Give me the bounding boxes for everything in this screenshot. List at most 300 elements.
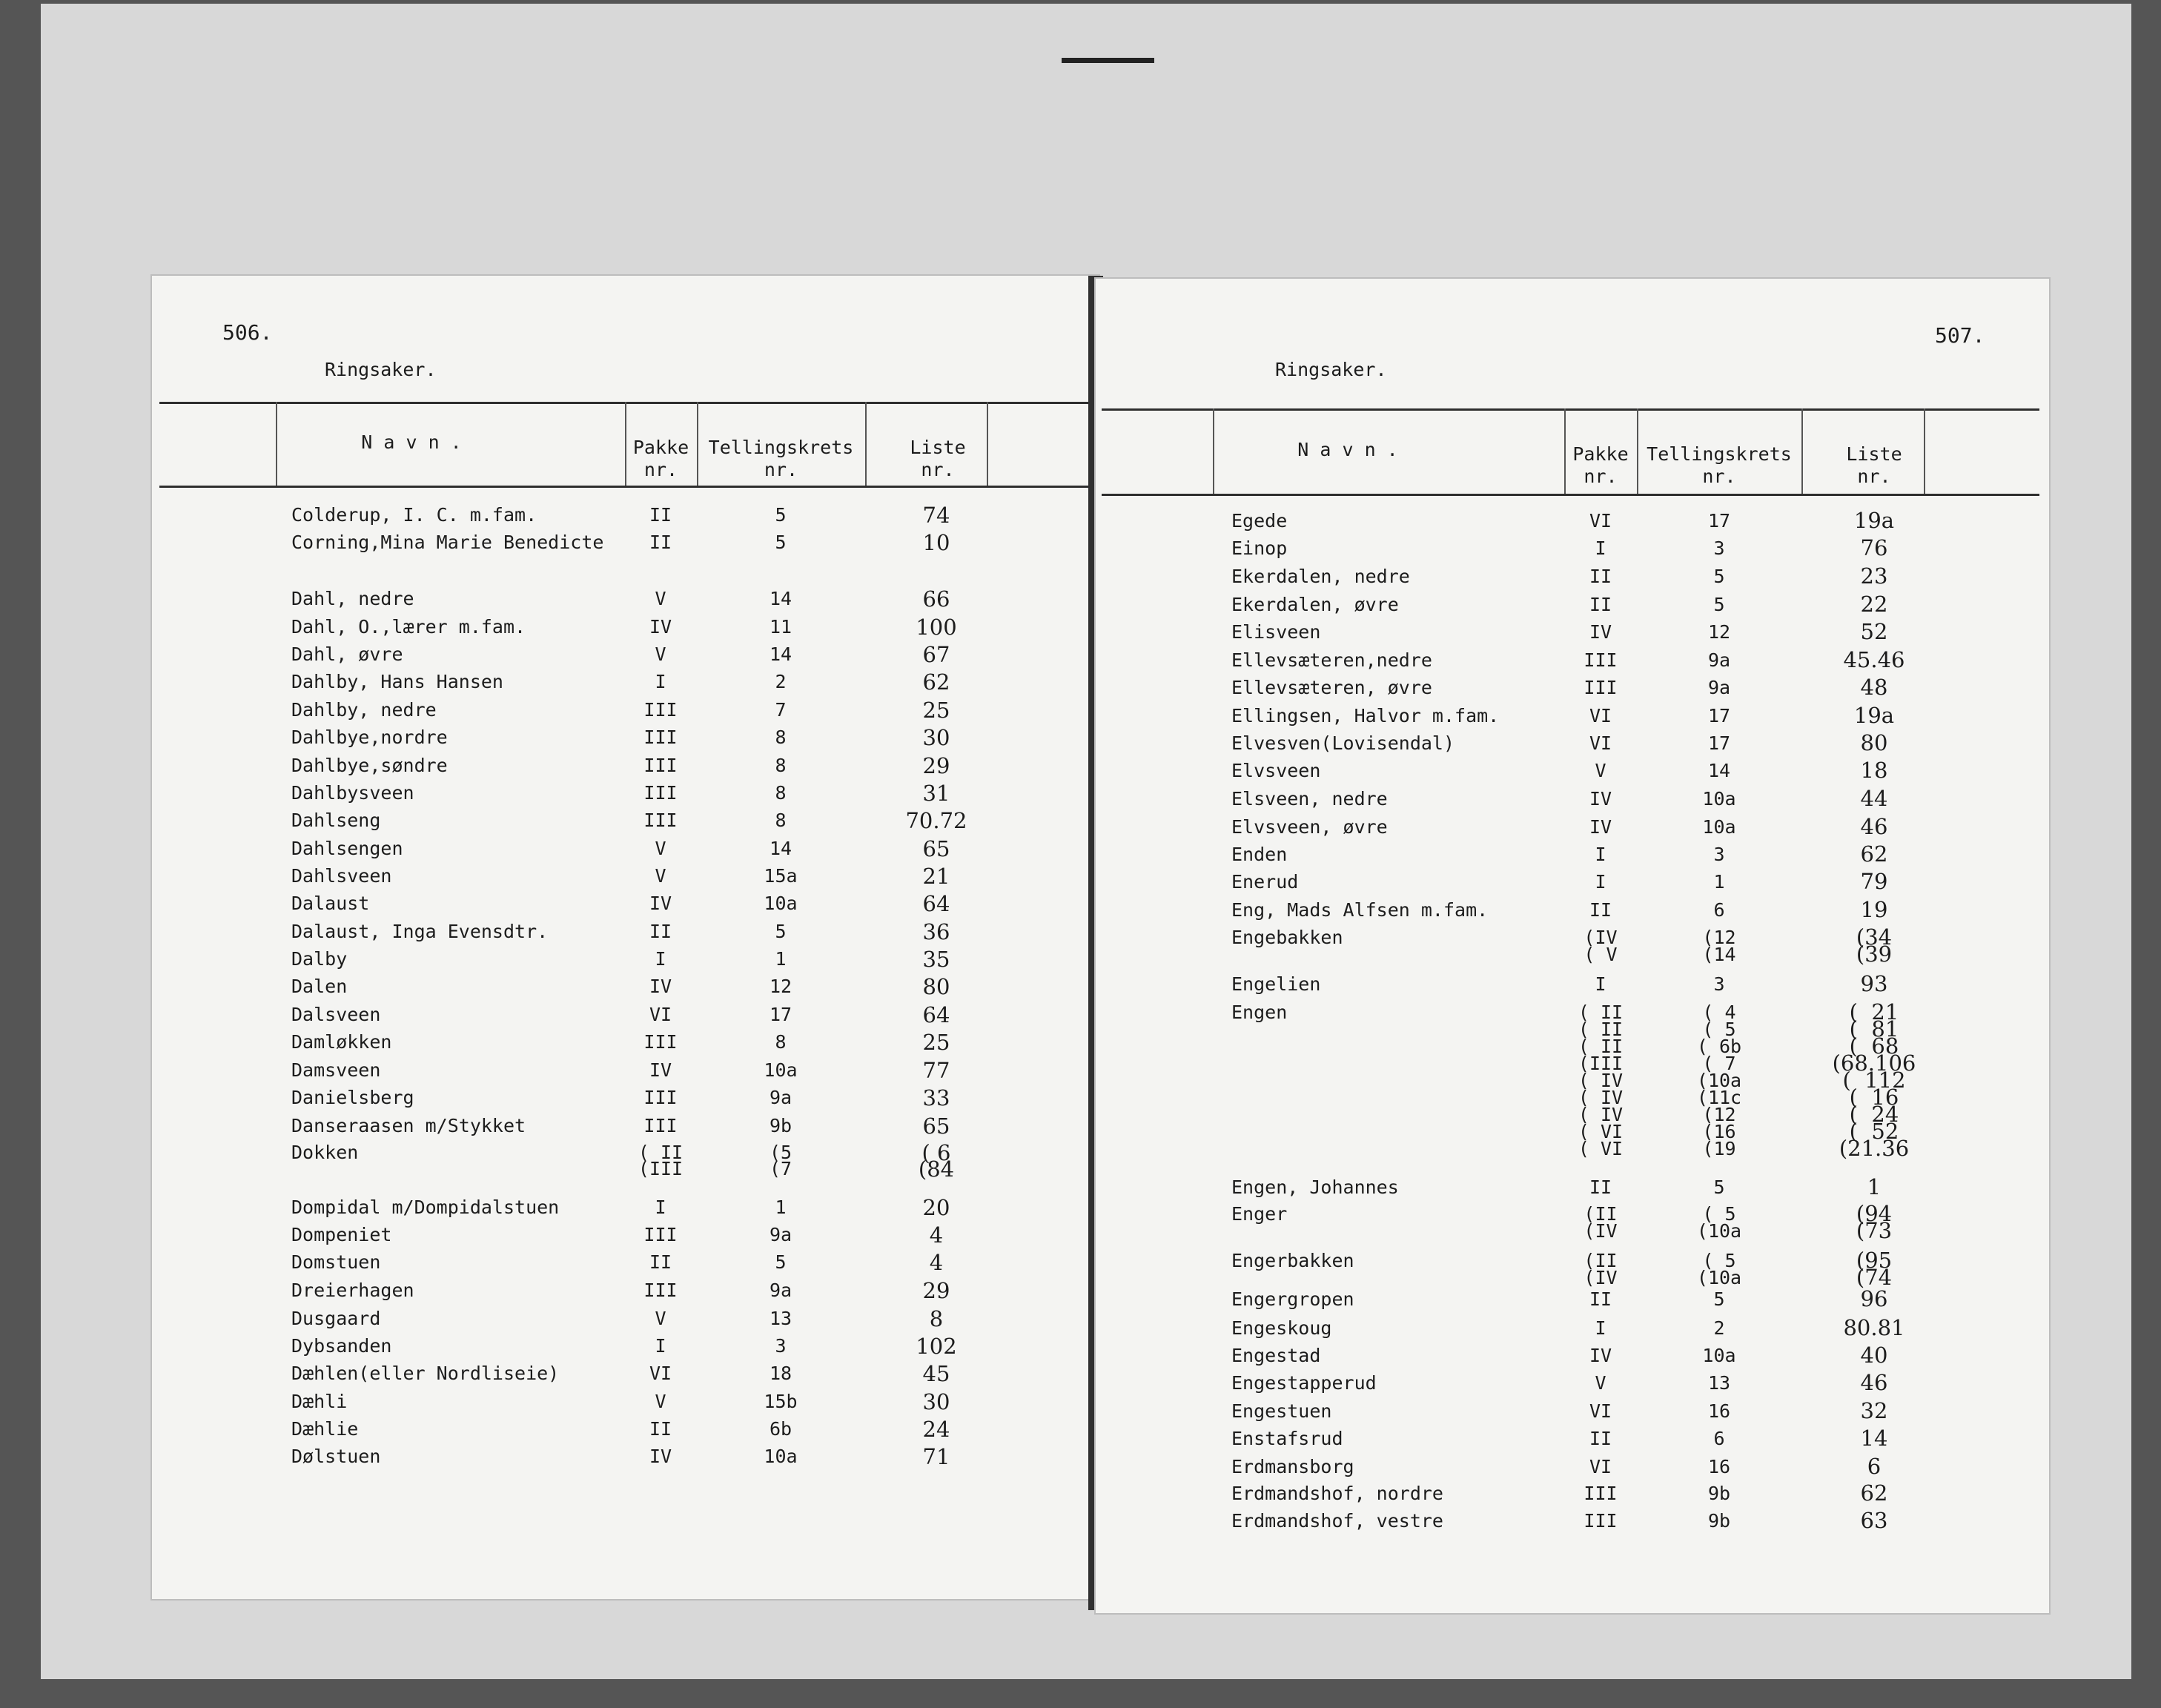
cell-liste: 29 [922, 753, 950, 778]
cell-liste: 29 [922, 1278, 950, 1303]
table-row [1096, 999, 2049, 1161]
cell-liste: 46 [1860, 814, 1888, 839]
cell-liste: 10 [922, 530, 950, 555]
cell-liste: 79 [1860, 869, 1888, 894]
cell-liste: (94 (73 [1856, 1201, 1893, 1243]
cell-name: Dalen [291, 976, 348, 997]
table-row [152, 1058, 1099, 1088]
cell-telling: 17 [1707, 510, 1731, 532]
cell-telling: 8 [775, 755, 787, 776]
cell-pakke: III [643, 1031, 678, 1053]
table-row [152, 947, 1099, 976]
cell-name: Dahl, O.,lærer m.fam. [291, 616, 526, 638]
cell-name: Dahlby, Hans Hansen [291, 671, 503, 692]
cell-telling: 14 [769, 643, 792, 665]
cell-name: Engebakken [1231, 927, 1343, 948]
table-row [1096, 647, 2049, 677]
cell-pakke: I [1595, 844, 1606, 865]
cell-telling: 11 [769, 616, 792, 638]
cell-pakke: I [1595, 973, 1606, 995]
cell-liste: 62 [1860, 841, 1888, 867]
cell-pakke: IV [1589, 621, 1612, 643]
cell-name: Dahlsveen [291, 865, 392, 887]
cell-name: Dæhli [291, 1391, 348, 1412]
table-row [152, 1085, 1099, 1115]
table-row [152, 669, 1099, 699]
cell-telling: 9b [1707, 1510, 1731, 1532]
table-row [152, 919, 1099, 949]
cell-pakke: II [1589, 1176, 1612, 1198]
cell-telling: 1 [775, 1196, 787, 1218]
cell-telling: 10a [1702, 1345, 1736, 1366]
table-row [152, 781, 1099, 810]
table-row [152, 1334, 1099, 1363]
cell-liste: 23 [1860, 563, 1888, 589]
cell-telling: 3 [1713, 844, 1725, 865]
cell-telling: 3 [1713, 537, 1725, 559]
cell-pakke: IV [1589, 816, 1612, 838]
table-row [1096, 1480, 2049, 1510]
cell-liste: 96 [1860, 1286, 1888, 1311]
cell-name: Elsveen, nedre [1231, 788, 1388, 810]
cell-telling: 10a [764, 893, 798, 914]
table-row [1096, 1201, 2049, 1243]
cell-telling: 17 [769, 1004, 792, 1025]
table-row [1096, 1315, 2049, 1345]
cell-pakke: VI [1589, 1456, 1612, 1477]
cell-liste: 25 [922, 1030, 950, 1055]
cell-name: Domstuen [291, 1251, 381, 1273]
place-title: Ringsaker. [1275, 359, 1387, 380]
header-telling-line1: Tellingskrets [708, 437, 854, 458]
cell-name: Dreierhagen [291, 1280, 414, 1301]
cell-pakke: III [643, 1224, 678, 1245]
cell-name: Elvesven(Lovisendal) [1231, 732, 1455, 754]
table-row [152, 1250, 1099, 1280]
cell-pakke: VI [649, 1363, 672, 1384]
cell-liste: 52 [1860, 619, 1888, 644]
cell-name: Danielsberg [291, 1087, 414, 1108]
top-rule-mark [1062, 58, 1154, 63]
cell-liste: ( 6 (84 [918, 1140, 955, 1182]
cell-liste: 62 [922, 669, 950, 695]
cell-name: Elisveen [1231, 621, 1321, 643]
cell-liste: 62 [1860, 1480, 1888, 1506]
cell-name: Dompidal m/Dompidalstuen [291, 1196, 560, 1218]
table-row [152, 1030, 1099, 1059]
cell-pakke: VI [1589, 510, 1612, 532]
cell-telling: 15b [764, 1391, 798, 1412]
cell-name: Ekerdalen, øvre [1231, 594, 1399, 615]
header-top-rule [159, 402, 1093, 404]
cell-telling: 6b [769, 1418, 792, 1440]
cell-liste: 4 [929, 1222, 944, 1248]
cell-name: Engestad [1231, 1345, 1321, 1366]
cell-pakke: I [655, 671, 666, 692]
table-row [1096, 1508, 2049, 1537]
cell-telling: 10a [764, 1059, 798, 1081]
cell-name: Engerbakken [1231, 1250, 1354, 1271]
table-row [1096, 563, 2049, 593]
cell-pakke: (IV ( V [1583, 927, 1618, 965]
cell-liste: 102 [916, 1334, 957, 1359]
cell-liste: 19 [1860, 897, 1888, 922]
header-pakke [625, 437, 697, 481]
header-bottom-rule [1102, 494, 2039, 496]
cell-name: Engestapperud [1231, 1372, 1377, 1394]
table-row [152, 1361, 1099, 1391]
cell-pakke: II [1589, 1288, 1612, 1310]
table-row [1096, 1370, 2049, 1400]
table-row [152, 503, 1099, 532]
cell-liste: 30 [922, 1389, 950, 1414]
cell-name: Dusgaard [291, 1308, 381, 1329]
cell-telling: 7 [775, 699, 787, 721]
header-liste-line2: nr. [1857, 466, 1891, 487]
table-row [1096, 592, 2049, 621]
cell-pakke: III [643, 1280, 678, 1301]
cell-liste: 74 [922, 503, 950, 528]
table-row [152, 1002, 1099, 1032]
cell-name: Ekerdalen, nedre [1231, 566, 1410, 587]
table-row [152, 615, 1099, 644]
right-page [1096, 279, 2049, 1613]
cell-pakke: V [1595, 760, 1606, 781]
cell-name: Einop [1231, 537, 1288, 559]
header-divider [276, 402, 277, 486]
header-pakke-line2: nr. [1583, 466, 1618, 487]
header-pakke-line2: nr. [643, 459, 678, 480]
cell-telling: 12 [1707, 621, 1731, 643]
table-row [152, 586, 1099, 616]
cell-liste: 25 [922, 698, 950, 723]
cell-pakke: V [655, 865, 666, 887]
cell-pakke: IV [649, 893, 672, 914]
table-row [1096, 508, 2049, 537]
cell-telling: 5 [775, 921, 787, 942]
cell-name: Engeskoug [1231, 1317, 1332, 1339]
cell-pakke: I [1595, 871, 1606, 893]
header-liste-line1: Liste [1846, 443, 1902, 465]
cell-name: Dahlbye,søndre [291, 755, 448, 776]
cell-telling: 10a [1702, 788, 1736, 810]
cell-liste: 66 [922, 586, 950, 612]
cell-telling: 17 [1707, 732, 1731, 754]
header-bottom-rule [159, 486, 1093, 488]
cell-name: Dalaust [291, 893, 370, 914]
cell-liste: 63 [1860, 1508, 1888, 1533]
cell-pakke: III [643, 699, 678, 721]
table-row [152, 1417, 1099, 1446]
cell-telling: 12 [769, 976, 792, 997]
cell-name: Dølstuen [291, 1446, 381, 1467]
cell-pakke: ( II ( II ( II (III ( IV ( IV ( IV ( VI ( VI [1578, 1002, 1624, 1159]
cell-pakke: V [655, 1391, 666, 1412]
cell-pakke: (II (IV [1583, 1250, 1618, 1288]
cell-name: Dalsveen [291, 1004, 381, 1025]
table-row [152, 530, 1099, 560]
cell-name: Dahlseng [291, 810, 381, 831]
table-row [1096, 1454, 2049, 1483]
cell-telling: 1 [1713, 871, 1725, 893]
table-row [1096, 619, 2049, 649]
cell-telling: 5 [1713, 1176, 1725, 1198]
place-title: Ringsaker. [325, 359, 437, 380]
cell-name: Dahlbysveen [291, 782, 414, 804]
cell-name: Damløkken [291, 1031, 392, 1053]
cell-name: Ellingsen, Halvor m.fam. [1231, 705, 1500, 726]
cell-liste: 31 [922, 781, 950, 806]
table-row [1096, 535, 2049, 565]
cell-liste: 46 [1860, 1370, 1888, 1395]
cell-pakke: III [1583, 649, 1618, 671]
table-row [152, 808, 1099, 838]
cell-pakke: V [1595, 1372, 1606, 1394]
cell-telling: 6 [1713, 899, 1725, 921]
cell-telling: 18 [769, 1363, 792, 1384]
cell-telling: 3 [775, 1335, 787, 1357]
cell-liste: 20 [922, 1195, 950, 1220]
header-liste-line1: Liste [910, 437, 966, 458]
cell-name: Enger [1231, 1203, 1288, 1225]
cell-liste: 30 [922, 725, 950, 750]
cell-pakke: II [649, 532, 672, 553]
cell-name: Dahlsengen [291, 838, 403, 859]
cell-liste: 76 [1860, 535, 1888, 560]
cell-telling: 9b [769, 1115, 792, 1136]
header-telling-line2: nr. [1702, 466, 1736, 487]
cell-liste: 93 [1860, 971, 1888, 996]
table-row [1096, 1343, 2049, 1372]
table-row [1096, 1426, 2049, 1455]
cell-name: Colderup, I. C. m.fam. [291, 504, 537, 526]
cell-name: Erdmansborg [1231, 1456, 1354, 1477]
header-telling-line2: nr. [764, 459, 798, 480]
cell-pakke: I [1595, 1317, 1606, 1339]
header-pakke [1564, 443, 1637, 488]
cell-name: Dahlby, nedre [291, 699, 437, 721]
table-row [152, 1140, 1099, 1182]
cell-name: Erdmandshof, vestre [1231, 1510, 1443, 1532]
cell-name: Dahlbye,nordre [291, 726, 448, 748]
cell-pakke: I [1595, 537, 1606, 559]
cell-name: Engen, Johannes [1231, 1176, 1399, 1198]
table-row [152, 642, 1099, 672]
cell-name: Danseraasen m/Stykket [291, 1115, 526, 1136]
cell-pakke: VI [649, 1004, 672, 1025]
cell-liste: ( 21 ( 81 ( 68 (68.106 ( 112 ( 16 ( 24 ( 52 (21.36 [1832, 999, 1916, 1161]
cell-pakke: I [655, 1335, 666, 1357]
cell-pakke: II [649, 921, 672, 942]
page-number: 506. [222, 320, 273, 345]
cell-telling: 8 [775, 1031, 787, 1053]
cell-liste: 77 [922, 1058, 950, 1083]
header-top-rule [1102, 408, 2039, 411]
table-row [1096, 971, 2049, 1001]
table-row [152, 698, 1099, 727]
cell-liste: 19a [1853, 703, 1895, 728]
table-row [1096, 1286, 2049, 1316]
cell-telling: 8 [775, 726, 787, 748]
cell-liste: 35 [922, 947, 950, 972]
cell-telling: 14 [769, 588, 792, 609]
header-liste [1830, 443, 1919, 488]
cell-liste: 36 [922, 919, 950, 944]
cell-name: Corning,Mina Marie Benedicte [291, 532, 604, 553]
cell-telling: 14 [1707, 760, 1731, 781]
header-telling [697, 437, 865, 481]
cell-pakke: II [1589, 594, 1612, 615]
cell-telling: 9a [769, 1224, 792, 1245]
table-row [152, 1222, 1099, 1252]
table-row [1096, 814, 2049, 844]
cell-telling: ( 5 (10a [1696, 1250, 1742, 1288]
table-row [152, 864, 1099, 893]
cell-name: Dahl, øvre [291, 643, 403, 665]
cell-telling: 9a [1707, 677, 1731, 698]
cell-liste: 18 [1860, 758, 1888, 783]
cell-name: Ellevsæteren, øvre [1231, 677, 1432, 698]
cell-name: Dokken [291, 1142, 359, 1163]
cell-liste: 80 [922, 974, 950, 999]
cell-liste: 44 [1860, 786, 1888, 811]
cell-pakke: II [1589, 1428, 1612, 1449]
cell-name: Dæhlen(eller Nordliseie) [291, 1363, 560, 1384]
cell-telling: 8 [775, 810, 787, 831]
cell-pakke: V [655, 588, 666, 609]
cell-telling: ( 4 ( 5 ( 6b ( 7 (10a (11c (12 (16 (19 [1696, 1002, 1742, 1159]
cell-pakke: II [1589, 566, 1612, 587]
table-row [152, 1195, 1099, 1225]
cell-name: Dæhlie [291, 1418, 359, 1440]
cell-name: Enden [1231, 844, 1288, 865]
cell-telling: 1 [775, 948, 787, 970]
cell-name: Dalaust, Inga Evensdtr. [291, 921, 549, 942]
table-row [152, 753, 1099, 783]
cell-name: Ellevsæteren,nedre [1231, 649, 1432, 671]
header-pakke-line1: Pakke [1572, 443, 1629, 465]
cell-liste: 65 [922, 836, 950, 861]
cell-pakke: VI [1589, 705, 1612, 726]
page-number: 507. [1935, 323, 1985, 348]
header-name: N a v n . [1297, 439, 1398, 460]
table-row [1096, 758, 2049, 787]
cell-pakke: ( II (III [638, 1142, 684, 1179]
cell-telling: 10a [1702, 816, 1736, 838]
header-pakke-line1: Pakke [632, 437, 689, 458]
table-row [152, 836, 1099, 866]
cell-name: Dahl, nedre [291, 588, 414, 609]
table-row [152, 974, 1099, 1004]
header-divider [865, 402, 867, 486]
cell-liste: 67 [922, 642, 950, 667]
cell-name: Enerud [1231, 871, 1299, 893]
cell-telling: ( 5 (10a [1696, 1203, 1742, 1242]
header-divider [1924, 408, 1925, 494]
table-row [1096, 730, 2049, 760]
cell-pakke: VI [1589, 732, 1612, 754]
cell-liste: (34 (39 [1856, 924, 1893, 967]
cell-liste: 64 [922, 891, 950, 916]
cell-liste: 14 [1860, 1426, 1888, 1451]
cell-telling: 9b [1707, 1483, 1731, 1504]
cell-pakke: IV [649, 976, 672, 997]
cell-pakke: III [643, 1115, 678, 1136]
cell-liste: 40 [1860, 1343, 1888, 1368]
header-divider [1801, 408, 1803, 494]
cell-pakke: III [643, 810, 678, 831]
cell-pakke: I [655, 1196, 666, 1218]
cell-telling: 5 [1713, 594, 1725, 615]
cell-telling: 16 [1707, 1400, 1731, 1422]
cell-name: Engestuen [1231, 1400, 1332, 1422]
cell-telling: 15a [764, 865, 798, 887]
cell-liste: (95 (74 [1856, 1248, 1893, 1290]
cell-pakke: IV [649, 616, 672, 638]
table-row [1096, 675, 2049, 704]
cell-pakke: III [643, 726, 678, 748]
cell-pakke: III [643, 1087, 678, 1108]
cell-telling: (5 (7 [769, 1142, 792, 1179]
cell-telling: 5 [775, 504, 787, 526]
cell-telling: (12 (14 [1702, 927, 1736, 965]
cell-pakke: III [1583, 677, 1618, 698]
header-telling [1637, 443, 1801, 488]
cell-pakke: III [1583, 1483, 1618, 1504]
cell-telling: 5 [775, 532, 787, 553]
table-row [1096, 1398, 2049, 1428]
cell-telling: 5 [775, 1251, 787, 1273]
cell-liste: 80 [1860, 730, 1888, 755]
cell-name: Erdmandshof, nordre [1231, 1483, 1443, 1504]
header-liste [893, 437, 982, 481]
left-page [152, 276, 1099, 1599]
cell-liste: 64 [922, 1002, 950, 1027]
cell-liste: 65 [922, 1113, 950, 1139]
table-row [1096, 1248, 2049, 1290]
cell-telling: 2 [1713, 1317, 1725, 1339]
cell-name: Dybsanden [291, 1335, 392, 1357]
table-row [152, 1306, 1099, 1336]
cell-liste: 48 [1860, 675, 1888, 700]
cell-liste: 22 [1860, 592, 1888, 617]
cell-telling: 16 [1707, 1456, 1731, 1477]
header-divider [987, 402, 988, 486]
cell-liste: 80.81 [1843, 1315, 1905, 1340]
cell-pakke: (II (IV [1583, 1203, 1618, 1242]
cell-liste: 6 [1867, 1454, 1882, 1479]
cell-liste: 1 [1867, 1174, 1882, 1199]
table-row [152, 1278, 1099, 1308]
table-row [1096, 703, 2049, 732]
cell-telling: 17 [1707, 705, 1731, 726]
cell-liste: 4 [929, 1250, 944, 1275]
table-row [1096, 924, 2049, 967]
cell-telling: 13 [1707, 1372, 1731, 1394]
cell-telling: 8 [775, 782, 787, 804]
cell-telling: 14 [769, 838, 792, 859]
header-telling-line1: Tellingskrets [1647, 443, 1792, 465]
header-liste-line2: nr. [921, 459, 955, 480]
cell-liste: 71 [922, 1444, 950, 1469]
table-row [1096, 869, 2049, 898]
cell-name: Engelien [1231, 973, 1321, 995]
table-row [1096, 897, 2049, 927]
cell-pakke: IV [1589, 788, 1612, 810]
cell-liste: 32 [1860, 1398, 1888, 1423]
cell-telling: 9a [1707, 649, 1731, 671]
cell-name: Elvsveen [1231, 760, 1321, 781]
